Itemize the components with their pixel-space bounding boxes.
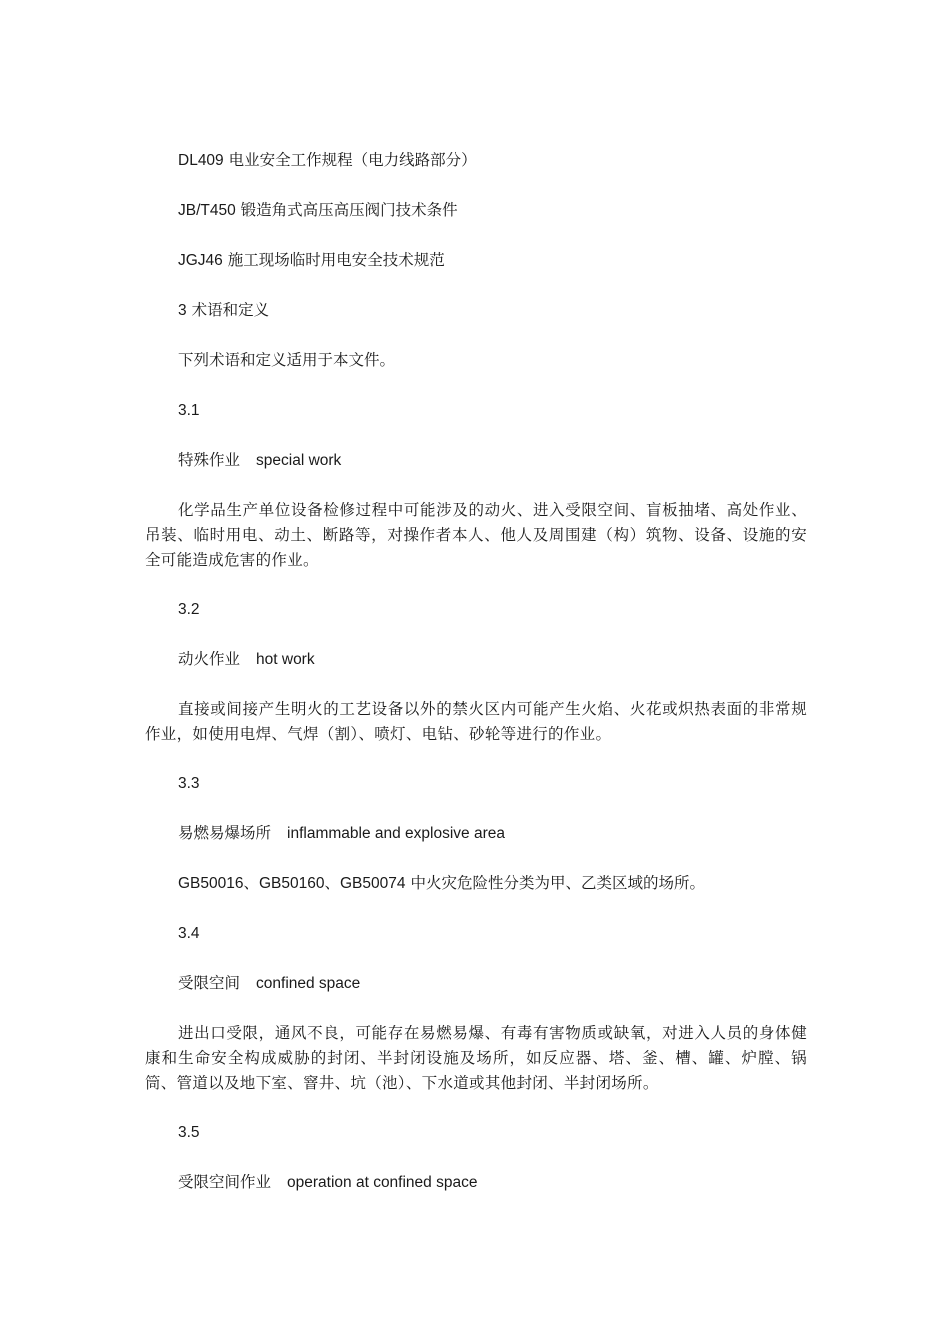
term-definition: 进出口受限，通风不良，可能存在易燃易爆、有毒有害物质或缺氧，对进入人员的身体健康和生命安全构成威胁的封闭、半封闭设施及场所，如反应器、塔、釜、槽、罐、炉膛、锅筒、管道以及地下室、窨井、坑（池）、下水道或其他封闭、半封闭场所。 <box>145 1024 807 1092</box>
term-heading <box>178 448 840 473</box>
term-english: inflammable and explosive area <box>287 825 505 842</box>
reference-title: 施工现场临时用电安全技术规范 <box>227 251 445 269</box>
term-english: hot work <box>256 651 315 668</box>
term-definition: 直接或间接产生明火的工艺设备以外的禁火区内可能产生火焰、火花或炽热表面的非常规作业，如使用电焊、气焊（割）、喷灯、电钻、砂轮等进行的作业。 <box>145 700 807 743</box>
term-chinese: 易燃易爆场所 <box>178 824 272 842</box>
term-heading <box>178 821 840 846</box>
term-definition: 化学品生产单位设备检修过程中可能涉及的动火、进入受限空间、盲板抽堵、高处作业、吊装、临时用电、动土、断路等，对操作者本人、他人及周围建（构）筑物、设备、设施的安全可能造成危害的作业。 <box>145 501 807 569</box>
reference-title: 锻造角式高压高压阀门技术条件 <box>240 201 458 219</box>
term-number: 3.3 <box>178 775 200 792</box>
section-number: 3 <box>178 302 187 319</box>
definition-text: 中火灾危险性分类为甲、乙类区域的场所。 <box>410 874 705 892</box>
term-english: operation at confined space <box>287 1174 478 1191</box>
term-number: 3.1 <box>178 402 200 419</box>
reference-jgj46 <box>178 248 840 273</box>
term-chinese: 动火作业 <box>178 650 241 668</box>
section-intro: 下列术语和定义适用于本文件。 <box>178 351 396 369</box>
reference-code: JB/T450 <box>178 202 236 219</box>
term-definition <box>178 871 840 896</box>
reference-jbt450 <box>178 198 840 223</box>
section-title: 术语和定义 <box>191 301 270 319</box>
term-english: special work <box>256 452 342 469</box>
term-number: 3.5 <box>178 1124 200 1141</box>
term-chinese: 受限空间 <box>178 974 241 992</box>
reference-title: 电业安全工作规程（电力线路部分） <box>228 151 477 169</box>
section-heading <box>178 298 840 323</box>
term-number: 3.2 <box>178 601 200 618</box>
term-number: 3.4 <box>178 925 200 942</box>
reference-code: JGJ46 <box>178 252 223 269</box>
reference-dl409 <box>178 148 840 173</box>
term-english: confined space <box>256 975 361 992</box>
standard-codes: GB50016、GB50160、GB50074 <box>178 875 406 892</box>
term-chinese: 受限空间作业 <box>178 1173 272 1191</box>
reference-code: DL409 <box>178 152 224 169</box>
term-heading <box>178 1170 840 1195</box>
term-chinese: 特殊作业 <box>178 451 241 469</box>
term-heading <box>178 971 840 996</box>
term-heading <box>178 647 840 672</box>
